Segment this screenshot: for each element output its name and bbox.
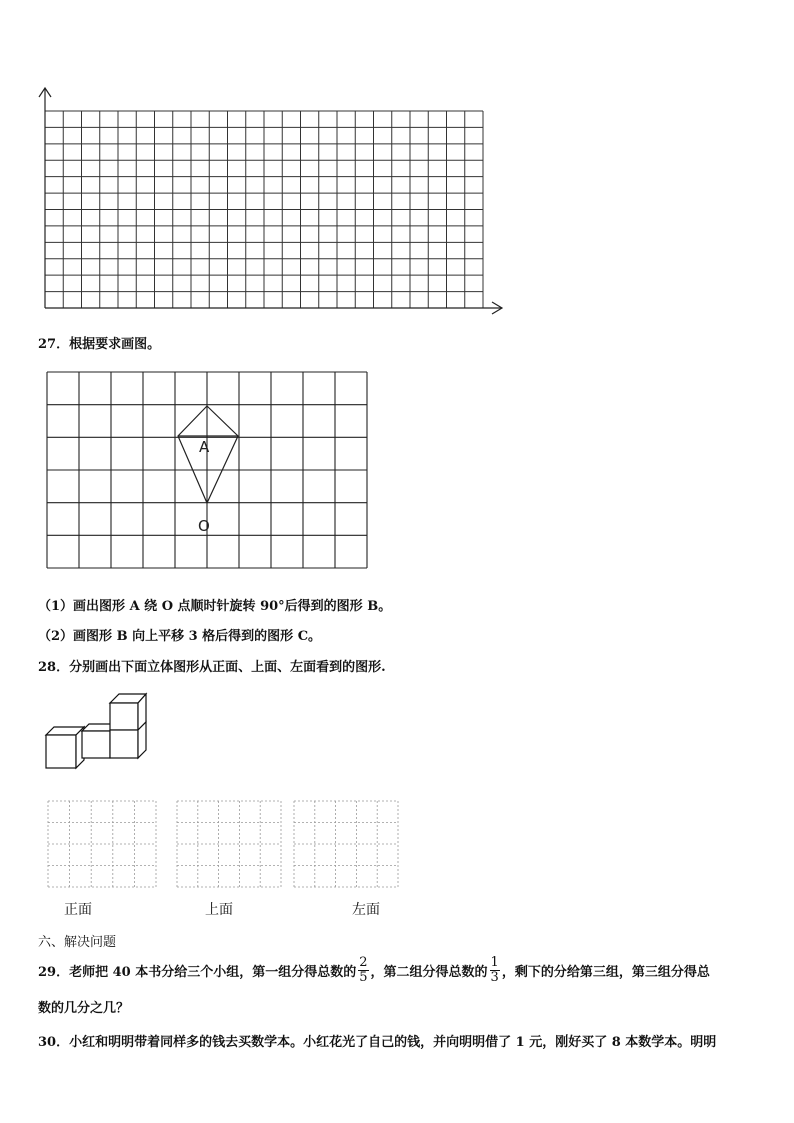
view-grid-top — [176, 800, 286, 890]
q27-step-2: （2）画图形 B 向上平移 3 格后得到的图形 C。 — [38, 629, 322, 644]
fraction-2-numerator: 1 — [490, 954, 499, 970]
coordinate-grid — [0, 0, 794, 330]
point-o-label: O — [198, 517, 210, 535]
view-grid-front — [47, 800, 157, 890]
q30-line-1: 30．小红和明明带着同样多的钱去买数学本。小红花光了自己的钱，并向明明借了 1 元，刚好买了 8 本数学本。明明 — [38, 1035, 717, 1050]
fraction-1-denominator: 5 — [359, 969, 368, 985]
q27-step-1: （1）画出图形 A 绕 O 点顺时针旋转 90°后得到的图形 B。 — [38, 599, 392, 614]
q29-text-1: 29．老师把 40 本书分给三个小组，第一组分得总数的 — [38, 964, 357, 980]
fraction-one-third — [490, 956, 500, 985]
label-top-view: 上面 — [205, 902, 233, 918]
point-a-label: A — [199, 438, 210, 456]
q29-text-2: ，第二组分得总数的 — [370, 964, 488, 980]
q29-line-2: 数的几分之几？ — [38, 1001, 130, 1016]
q27-grid — [0, 360, 794, 580]
fraction-two-fifths — [358, 956, 368, 985]
view-grid-left — [293, 800, 403, 890]
q27-title: 27．根据要求画图。 — [38, 337, 161, 352]
cube-figure — [0, 690, 200, 780]
q29-text-3: ，剩下的分给第三组，第三组分得总 — [501, 964, 710, 980]
section-6-title: 六、解决问题 — [38, 935, 117, 950]
fraction-2-denominator: 3 — [490, 969, 499, 985]
q28-title: 28．分别画出下面立体图形从正面、上面、左面看到的图形. — [38, 660, 386, 675]
fraction-1-numerator: 2 — [359, 954, 368, 970]
label-front-view: 正面 — [64, 902, 92, 918]
q29-line-1 — [38, 952, 710, 988]
label-left-view: 左面 — [352, 902, 380, 918]
